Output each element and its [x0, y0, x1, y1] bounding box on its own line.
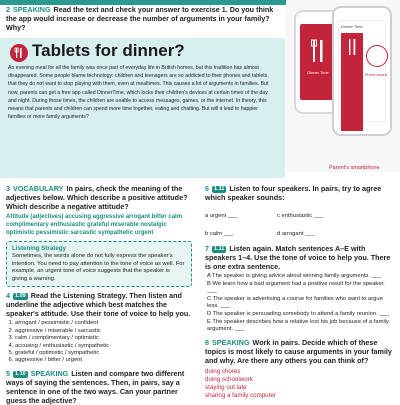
- list-item: B We learn how a bad argument had a positive result for the speaker. ___: [207, 280, 385, 295]
- exercise-7-text: Listen again. Match sentences A–E with speakers 1–4. Use the tone of voice to help you. There is one extra sentence.: [205, 244, 391, 271]
- exercise-3-number: 3: [6, 184, 10, 193]
- option: b calm ___: [205, 231, 234, 237]
- exercise-4-list: [6, 320, 192, 364]
- list-item: D The speaker is persuading somebody to attend a family reunion. ___: [207, 310, 389, 317]
- phone-caption: Parent's smartphone: [329, 165, 380, 171]
- parent-phone-screen: [338, 20, 386, 122]
- exercise-2: [6, 5, 282, 32]
- lock-toggle-icon[interactable]: [366, 45, 388, 67]
- exercise-6: [205, 184, 395, 202]
- exercise-7: [205, 244, 395, 271]
- strategy-text: Sometimes, the words alone do not fully express the speaker's intention. You need to pay attention to the tone of voice as well. For example, an urgent tone of voice suggests that the speaker is giving a warning.: [12, 253, 185, 282]
- list-item: 1. arrogant / pessimistic / confident: [15, 320, 192, 327]
- fork-knife-icon-small: [341, 33, 363, 73]
- exercise-5-text: Listen and compare two different ways of saying the sentences. Then, in pairs, say a sentence in one of the two ways. Can your partner guess the adjective?: [6, 368, 185, 405]
- phones-illustration: [286, 0, 400, 172]
- list-item: 4. accusing / enthusiastic / sympathetic: [15, 343, 192, 350]
- article-title: Tablets for dinner?: [32, 41, 185, 60]
- option: c enthusiastic ___: [277, 213, 324, 219]
- list-item: E The speaker describes how a relative lost his job because of a family argument. ___: [207, 318, 389, 333]
- exercise-7-list: [205, 273, 395, 334]
- adjective-list: Attitude (adjectives) accusing aggressive arrogant bitter calm complimentary enthusiastic grateful miserable nostalgic optimistic pessimistic sarcastic sympathetic urgent: [6, 214, 183, 236]
- option: d arrogant ___: [277, 231, 315, 237]
- exercise-2-text: Read the text and check your answer to exercise 1. Do you think the app would increase or decrease the number of arguments in your family? Why?: [6, 5, 274, 32]
- exercise-8-number: 8: [205, 337, 209, 347]
- audio-track-badge[interactable]: 1.09: [15, 293, 26, 300]
- article-body: An evening meal for all the family was once part of everyday life in British homes, but this tradition has almost disappeared. Some people blame technology: children and teenagers are so addicted to their phones and tablets that they do not want to stop playing with them, even at mealtimes. This causes a lot of arguments in families. But now, parents can get a free app called DinnerTime, which locks their children's devices at certain times of the day and night. During those times, the children are unable to access messages, games, or the internet. In theory, this means that parents and children can spend more time together, eating and chatting. But will it lead to happier families or more family arguments?: [8, 65, 269, 121]
- exercise-3: [6, 184, 192, 211]
- list-item: doing chores: [205, 367, 241, 375]
- exercise-4-number: 4: [6, 291, 10, 301]
- parent-app-status: Phone locked: [365, 73, 387, 77]
- topics-list: [205, 368, 395, 400]
- list-item: staying out late: [205, 383, 247, 391]
- exercise-4: [6, 291, 192, 318]
- list-item: sharing a family computer: [205, 391, 276, 399]
- exercise-7-number: 7: [205, 244, 209, 253]
- list-item: 5. grateful / optimistic / sympathetic: [15, 350, 192, 357]
- list-item: A The speaker is giving advice about winning family arguments. ___: [207, 273, 382, 279]
- strategy-heading: Listening Strategy: [12, 245, 66, 252]
- audio-track-badge[interactable]: 1.11: [214, 246, 225, 252]
- list-item: 6. aggressive / bitter / urgent: [15, 357, 192, 364]
- exercise-3-keyword: VOCABULARY: [13, 184, 64, 193]
- exercise-8: [205, 338, 395, 365]
- list-item: 2. aggressive / miserable / sarcastic: [15, 328, 192, 335]
- exercise-5-number: 5: [6, 368, 10, 378]
- exercise-2-keyword: SPEAKING: [13, 5, 51, 14]
- exercise-6-text: Listen to four speakers. In pairs, try to agree which speaker sounds:: [205, 184, 382, 202]
- child-phone-label: Dinner Time: [307, 70, 329, 75]
- exercise-8-text: Work in pairs. Decide which of these topics is most likely to cause arguments in your family and why. Are there any others you can think of?: [205, 337, 392, 365]
- right-column: [205, 184, 395, 400]
- audio-track-badge[interactable]: 1.10: [15, 370, 26, 377]
- option: a urgent ___: [205, 213, 238, 219]
- parent-app-sidebar: [341, 33, 363, 131]
- parent-phone: [332, 6, 392, 136]
- list-item: 3. calm / complimentary / optimistic: [15, 335, 192, 342]
- left-column: [6, 184, 192, 405]
- exercise-2-number: 2: [6, 5, 10, 14]
- exercise-5: [6, 369, 192, 405]
- exercise-4-text: Read the Listening Strategy. Then listen and underline the adjective which best matches the speaker's attitude. Use their tone of voice to help you.: [6, 291, 191, 319]
- fork-knife-icon: [300, 24, 336, 94]
- list-item: doing schoolwork: [205, 375, 253, 383]
- audio-track-badge[interactable]: 1.11: [214, 186, 225, 192]
- exercise-5-keyword: SPEAKING: [30, 368, 69, 378]
- listening-strategy-box: [6, 241, 192, 287]
- exercise-8-keyword: SPEAKING: [212, 337, 250, 347]
- exercise-6-options: [205, 204, 395, 240]
- exercise-3-text: In pairs, check the meaning of the adjectives below. Which describe a positive attitude? Which describe a negative attitude?: [6, 184, 188, 211]
- child-phone-screen: [300, 24, 336, 100]
- exercise-6-number: 6: [205, 184, 209, 193]
- parent-app-title: Dinner Time: [341, 24, 363, 29]
- cutlery-icon: [10, 44, 28, 62]
- list-item: C The speaker is advertising a course for families who want to argue less. ___: [207, 295, 383, 310]
